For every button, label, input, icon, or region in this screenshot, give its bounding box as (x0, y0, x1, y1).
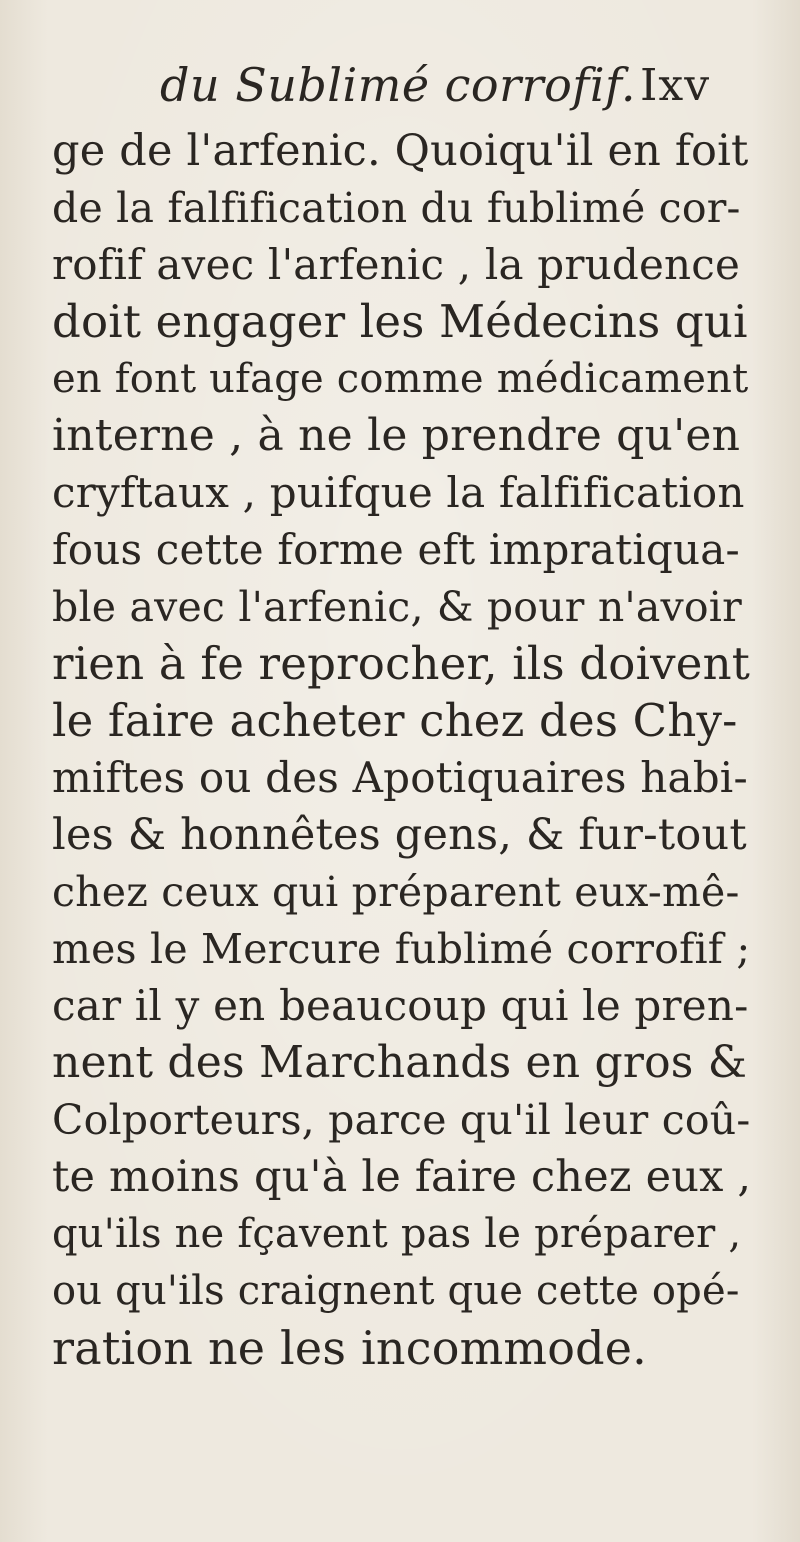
text-line: rofif avec l'arfenic , la prudence (52, 240, 741, 289)
text-line: ble avec l'arfenic, & pour n'avoir (52, 583, 742, 631)
text-line: te moins qu'à le faire chez eux , (52, 1152, 752, 1202)
running-head: du Sublimé corrofif. (160, 58, 637, 112)
text-line: les & honnêtes gens, & fur-tout (52, 810, 747, 860)
text-line: mes le Mercure fublimé corrofif ; (52, 925, 751, 973)
text-line: rien à fe reprocher, ils doivent (52, 637, 751, 690)
text-line: cryftaux , puifque la falfification (52, 468, 745, 517)
page-number: Ixv (640, 60, 711, 111)
text-line: le faire acheter chez des Chy- (52, 694, 738, 747)
text-line: doit engager les Médecins qui (52, 295, 748, 348)
text-line: car il y en beaucoup qui le pren- (52, 981, 749, 1030)
text-line: en font ufage comme médicament (52, 356, 749, 402)
text-line: chez ceux qui préparent eux-mê- (52, 868, 740, 916)
text-line: nent des Marchands en gros & (52, 1037, 748, 1088)
text-line: de la falfification du fublimé cor- (52, 184, 741, 232)
text-line: miftes ou des Apotiquaires habi- (52, 753, 748, 802)
text-line: Colporteurs, parce qu'il leur coû- (52, 1096, 751, 1144)
page-header (0, 58, 800, 118)
text-line: interne , à ne le prendre qu'en (52, 410, 741, 461)
text-line: ge de l'arfenic. Quoiqu'il en foit (52, 126, 749, 176)
text-line: ration ne les incommode. (52, 1321, 648, 1375)
text-line: qu'ils ne fçavent pas le préparer , (52, 1211, 742, 1257)
text-line: fous cette forme eft impratiqua- (52, 525, 740, 574)
text-line: ou qu'ils craignent que cette opé- (52, 1268, 740, 1314)
